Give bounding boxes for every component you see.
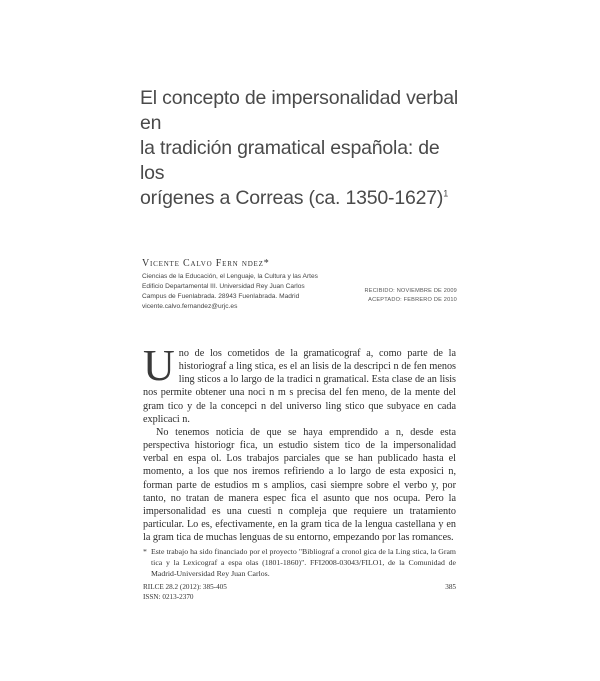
article-body xyxy=(143,341,456,544)
article-title xyxy=(140,86,460,211)
footnote-text: Este trabajo ha sido financiado por el proyecto "Bibliograf a cronol gica de la Ling stica, la Gram tica y la Lexicograf a espa olas (1801-1860)". FFI2008-03043/FILO1, de la Comunidad de Madrid-Universidad Rey Juan Carlos. xyxy=(151,547,456,578)
title-footnote-mark: 1 xyxy=(443,188,449,199)
body-paragraph-1 xyxy=(143,341,456,426)
author-name: Vicente Calvo Fern ndez* xyxy=(142,258,270,269)
title-line-2: la tradición gramatical española: de los xyxy=(140,137,440,184)
title-line-3: orígenes a Correas (ca. 1350-1627) xyxy=(140,187,444,209)
body-paragraph-2: No tenemos noticia de que se haya emprendido a n, desde esta perspectiva historiogr fica, un estudio sistem tico de la impersonalidad verbal en espa ol. Los trabajos parciales que se han publicado hasta el momento, a los que nos iremos refiriendo a lo largo de esta exposici n, forman parte de estudios m s amplios, casi siempre sobre el verbo y, por tanto, no tratan de manera espec fica el asunto que nos ocupa. Pero la impersonalidad es una cuesti n compleja que requiere un tratamiento particular. Lo es, efectivamente, en la gram tica de la lengua castellana y en la gram tica de muchas lenguas de su entorno, empezando por las romances. xyxy=(143,426,456,544)
footnote-mark: * xyxy=(143,547,147,556)
author-department: Ciencias de la Educación, el Lenguaje, la Cultura y las Artes xyxy=(142,273,318,280)
footnote xyxy=(143,546,456,579)
title-line-1: El concepto de impersonalidad verbal en xyxy=(140,87,458,134)
body-paragraph-1-text: no de los cometidos de la gramaticograf a, como parte de la historiograf a ling stica, es el an lisis de la descripci n de fen menos ling sticos a lo largo de la tradici n gramatical. Esta clase de an lisis nos permite obtener una noci n m s precisa del fen meno, de la mente del gram tico y de la concepci n del universo ling stico que subyace en cada explicaci n. xyxy=(143,348,456,425)
author-email: vicente.calvo.fernandez@urjc.es xyxy=(142,303,238,310)
page-number: 385 xyxy=(445,583,456,591)
accepted-date: ACEPTADO: FEBRERO DE 2010 xyxy=(368,297,457,303)
received-date: RECIBIDO: NOVIEMBRE DE 2009 xyxy=(364,288,457,294)
journal-reference: RILCE 28.2 (2012): 385-405 xyxy=(143,583,227,591)
journal-issn: ISSN: 0213-2370 xyxy=(143,593,194,601)
author-campus: Campus de Fuenlabrada. 28943 Fuenlabrada. Madrid xyxy=(142,293,300,300)
journal-citation xyxy=(143,582,227,602)
drop-cap: U xyxy=(143,341,175,390)
submission-dates xyxy=(365,287,457,305)
author-building: Edificio Departamental III. Universidad Rey Juan Carlos xyxy=(142,283,305,290)
author-block xyxy=(142,258,372,312)
